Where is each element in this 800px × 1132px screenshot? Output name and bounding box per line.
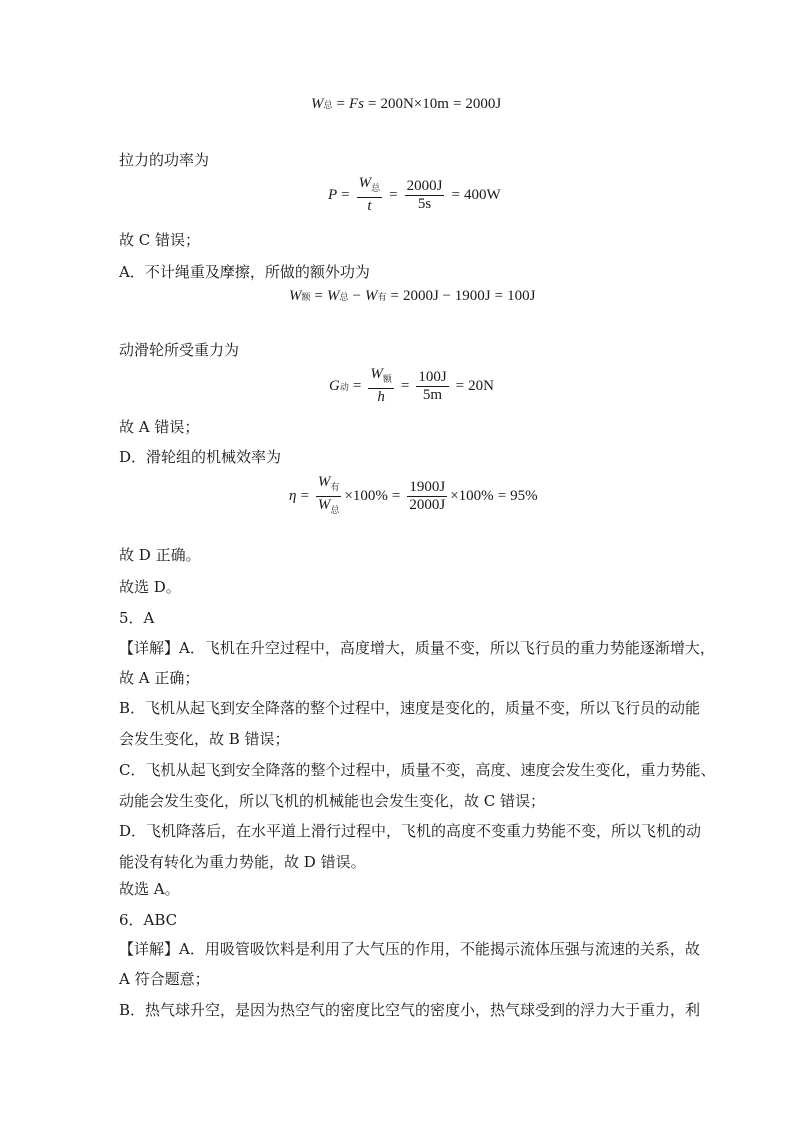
option-a-intro: A．不计绳重及摩擦，所做的额外功为 (119, 263, 370, 281)
eq4-num1: W (370, 366, 383, 382)
eq3-total-work: W (326, 288, 340, 304)
eq3-useful-sub: 有 (377, 292, 387, 302)
extra-work-equation (289, 288, 535, 305)
eq5-equals: = (300, 488, 309, 504)
answer-choose-a: 故选 A。 (119, 880, 180, 898)
eq2-result: 400W (463, 186, 501, 203)
eq5-den2: 2000J (409, 497, 446, 513)
eq4-den1: h (377, 389, 385, 405)
answer-choose-d: 故选 D。 (119, 578, 181, 596)
eq5-den1-sub: 总 (330, 505, 340, 515)
eq2-lhs: P (328, 186, 338, 203)
eq2-num1: W (358, 175, 372, 191)
eq2-equals-3: = (451, 186, 460, 203)
eq3-lhs-sub: 额 (301, 292, 311, 302)
eq3-result: 100J (507, 288, 536, 304)
q6-detail-b-line1: B．热气球升空，是因为热空气的密度比空气的密度小，热气球受到的浮力大于重力，利 (119, 1001, 701, 1019)
eq5-num2: 1900J (409, 479, 446, 495)
eq4-equals: = (352, 377, 362, 394)
eq1-force: F (348, 96, 359, 112)
q5-detail-c-line1: C．飞机从起飞到安全降落的整个过程中，质量不变，高度、速度会发生变化，重力势能、 (119, 761, 716, 779)
eq2-den1: t (367, 198, 372, 214)
q5-detail-d-line1: D．飞机降落后，在水平道上滑行过程中，飞机的高度不变重力势能不变，所以飞机的动 (119, 822, 702, 840)
eq2-fraction-2 (405, 178, 445, 213)
eq1-distance: s (358, 96, 364, 112)
eq5-num1: W (317, 474, 331, 490)
eq3-lhs: W (289, 288, 302, 304)
q5-detail-c-line2: 动能会发生变化，所以飞机的机械能也会发生变化，故 C 错误； (119, 792, 546, 810)
eq5-times-1: ×100% (344, 488, 388, 504)
eq5-equals-2: = (391, 488, 401, 504)
q5-detail-d-line2: 能没有转化为重力势能，故 D 错误。 (119, 853, 366, 871)
eq4-num2: 100J (418, 368, 447, 385)
eq1-product: 200N×10m (380, 96, 449, 112)
eq4-fraction-2 (416, 369, 448, 404)
eq4-den2: 5m (422, 386, 443, 403)
eq4-fraction-1 (368, 366, 394, 406)
eq4-lhs: G (329, 377, 340, 394)
eq1-lhs-sub: 总 (323, 100, 333, 110)
eq5-times-2: ×100% (450, 488, 494, 504)
eq1-equals: = (336, 96, 345, 112)
q5-detail-a-line1: 【详解】A．飞机在升空过程中，高度增大，质量不变，所以飞行员的重力势能逐渐增大， (119, 639, 715, 657)
eq3-equals-3: = (494, 288, 504, 304)
eq2-den2: 5s (417, 195, 432, 212)
eq5-fraction-2 (407, 479, 447, 514)
eq2-equals: = (341, 186, 350, 203)
efficiency-equation (289, 474, 538, 519)
eq4-result: 20N (468, 377, 494, 394)
pulley-weight-equation (329, 366, 494, 406)
q5-detail-b-line1: B．飞机从起飞到安全降落的整个过程中，速度是变化的，质量不变，所以飞行员的动能 (119, 699, 701, 717)
question-5-answer: 5．A (119, 609, 155, 627)
q6-detail-a-line2: A 符合题意； (119, 970, 210, 988)
eq3-minus: − (352, 288, 361, 304)
work-total-equation (311, 96, 501, 113)
eq4-num1-sub: 额 (382, 374, 392, 384)
eq4-equals-2: = (400, 377, 410, 394)
q5-detail-a-line2: 故 A 正确； (119, 669, 200, 687)
eq5-result: 95% (510, 488, 538, 504)
eq4-equals-3: = (455, 377, 465, 394)
eq1-equals-2: = (368, 96, 377, 112)
pulley-weight-intro: 动滑轮所受重力为 (119, 341, 240, 359)
eq1-equals-3: = (452, 96, 462, 112)
option-d-intro: D．滑轮组的机械效率为 (119, 448, 282, 466)
conclusion-d-right: 故 D 正确。 (119, 546, 201, 564)
eq2-fraction-1 (357, 175, 383, 215)
eq5-equals-3: = (497, 488, 507, 504)
eq3-useful-work: W (364, 288, 378, 304)
eq3-total-sub: 总 (339, 292, 349, 302)
power-intro: 拉力的功率为 (119, 151, 210, 169)
eq4-lhs-sub: 动 (339, 381, 349, 392)
eq3-subtraction: 2000J − 1900J (402, 288, 491, 304)
eq2-equals-2: = (389, 186, 398, 203)
eq5-fraction-1 (316, 474, 342, 519)
eq3-equals-2: = (390, 288, 399, 304)
power-equation (328, 175, 501, 215)
q5-detail-b-line2: 会发生变化，故 B 错误； (119, 730, 290, 748)
question-6-answer: 6．ABC (119, 911, 178, 929)
eq5-num1-sub: 有 (330, 482, 340, 492)
eq5-den1: W (317, 497, 331, 513)
eq2-num2: 2000J (406, 177, 443, 194)
eq3-equals: = (314, 288, 323, 304)
conclusion-a-wrong: 故 A 错误； (119, 418, 200, 436)
eq5-lhs: η (289, 488, 297, 504)
conclusion-c-wrong: 故 C 错误； (119, 231, 201, 249)
eq1-result: 2000J (465, 96, 502, 112)
eq1-lhs: W (311, 96, 324, 112)
eq2-num1-sub: 总 (371, 183, 381, 193)
q6-detail-a-line1: 【详解】A．用吸管吸饮料是利用了大气压的作用，不能揭示流体压强与流速的关系，故 (119, 940, 700, 958)
